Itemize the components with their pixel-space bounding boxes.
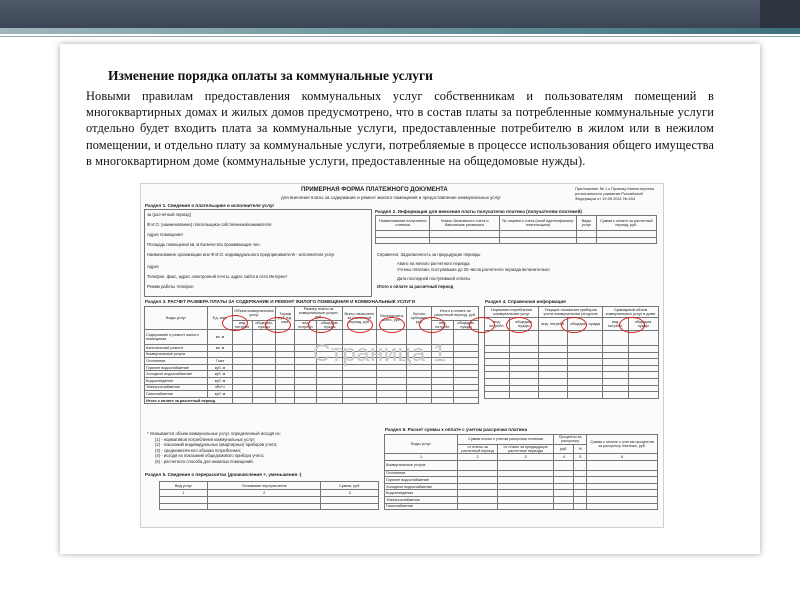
slide-title: Изменение порядка оплаты за коммунальные услуги — [108, 68, 433, 83]
accent-line — [0, 36, 800, 37]
calc-header: Всего начислено за расчетный период, руб. — [342, 307, 376, 330]
installment-subheader: от платы за предыдущие расчетные периоды — [498, 444, 554, 454]
ref-subheader: инд. потребл. — [485, 318, 510, 331]
recipient-header: Номер банковского счета и банковские реквизиты — [430, 216, 500, 231]
payer-field: Адрес помещения — [147, 232, 183, 237]
calc-row-name: Газоснабжение — [145, 391, 208, 398]
calc-row-unit: куб. м — [208, 364, 233, 371]
calc-subheader: общедом. нужды — [253, 320, 276, 329]
recalculation-table: Вид услуг Основание перерасчетов Сумма, руб. 1 2 3 — [159, 481, 379, 510]
ref-header: Суммарный объем коммунальных услуг в доме — [603, 307, 659, 318]
recipient-note: Итого к оплате за расчетный период — [377, 284, 454, 289]
installment-subheader: руб. — [554, 444, 574, 454]
installment-row: Горячее водоснабжение — [385, 477, 458, 484]
calc-header: Виды услуг — [145, 307, 208, 330]
calc-subheader: инд. потребл. — [432, 320, 454, 329]
installment-header: Виды услуг — [385, 435, 458, 454]
highlight-circle — [379, 317, 405, 333]
footnotes — [147, 431, 347, 465]
calc-row-unit: куб. м — [208, 391, 233, 398]
calc-total-label: Итого к оплате за расчетный период — [145, 397, 233, 404]
installment-header: Сумма платы с учетом рассрочки платежа — [458, 435, 554, 445]
slide-body-text: Новыми правилам предоставления коммунальных услуг собственникам и пользователям помещений в многоквартирных домах и жилых домов предусмотрено, что в состав платы за потребленные коммунальные услуги отдельно будет входить плата за коммунальные услуги, предоставленные потребителю в жилом или в нежилом помещении, и отдельно плату за коммунальные услуги, потребляемые в процессе использования общего имущества в многоквартирном доме (коммунальные услуги, предоставленные на общедомовые нужды). — [86, 89, 714, 168]
payer-field: Адрес — [147, 264, 159, 269]
calc-row-unit: кв. м — [208, 330, 233, 345]
document-subheading: для внесения платы за содержание и ремонт жилого помещения и предоставление коммунальных услуг — [281, 195, 502, 200]
payer-field: Площадь помещения кв. м Количество проживающих чел. — [147, 242, 261, 247]
payment-document-image — [140, 183, 664, 528]
highlight-circle — [347, 317, 373, 333]
recalc-header: Вид услуг — [160, 482, 208, 490]
recalc-header: Основание перерасчетов — [207, 482, 320, 490]
installment-header: Проценты за рассрочку — [554, 435, 587, 445]
calc-row-name: Коммунальные услуги — [145, 351, 208, 358]
calc-row-name: Холодное водоснабжение — [145, 371, 208, 378]
calc-subheader: инд. потребл. — [233, 320, 253, 329]
ref-header: Норматив потребления коммунальных услуг — [485, 307, 539, 318]
section-3-title: Раздел 3. РАСЧЕТ РАЗМЕРА ПЛАТЫ ЗА СОДЕРЖАНИЕ И РЕМОНТ ЖИЛОГО ПОМЕЩЕНИЯ И КОММУНАЛЬНЫЕ УСЛУГИ — [145, 299, 415, 304]
calc-subheader: общедом. нужды — [317, 320, 342, 329]
table-row — [385, 460, 658, 470]
table-row — [145, 377, 479, 384]
highlight-circle — [469, 317, 495, 333]
table-row — [145, 391, 479, 398]
calc-header: Льготы, субсидии, руб. — [407, 307, 432, 330]
section-4-title: Раздел 4. Справочная информация — [485, 299, 566, 304]
highlight-circle — [561, 317, 587, 333]
payer-field: Наименование организации или Ф.И.О. индивидуального предпринимателя - исполнителя услуг — [147, 252, 335, 257]
payer-field: Телефон, факс, адрес электронной почты, адрес сайта в сети Интернет — [147, 274, 288, 279]
installment-row: Газоснабжение — [385, 503, 458, 510]
calc-subheader: общедом. нужды — [454, 320, 479, 329]
table-row — [145, 397, 479, 404]
top-band — [0, 0, 800, 28]
installment-row: Водоотведение — [385, 490, 458, 497]
recipient-note: Дата последней поступившей оплаты — [397, 276, 471, 281]
highlight-circle — [308, 317, 334, 333]
accent-bar — [0, 28, 800, 34]
installment-subheader: от платы за расчетный период — [458, 444, 498, 454]
highlight-circle — [619, 317, 645, 333]
calc-row-name: Горячее водоснабжение — [145, 364, 208, 371]
footnote: * Указывается объем коммунальных услуг, определенный исходя из: — [147, 431, 281, 436]
payer-field: за (расчетный период) — [147, 212, 191, 217]
recipient-header: Сумма к оплате за расчетный период, руб. — [596, 216, 656, 231]
calc-row-name: Капитальный ремонт — [145, 345, 208, 352]
calc-header: Перерасчеты всего, руб. — [376, 307, 407, 330]
installment-table: Виды услуг Сумма платы с учетом рассрочки платежа Проценты за рассрочку Сумма к оплате с учетом процентов за рассрочку платежа, руб. от платы за расчетный период от платы за предыдущие расчетные периоды руб. % 1 2 3 4 5 6 Коммунальные услуги: Отопление Горячее водоснабжение Холодное водоснабжение Водоотведение Электроснабжение Газоснабжение — [384, 434, 658, 510]
recipient-note: Аванс на начало расчетного периода — [397, 261, 470, 266]
installment-row: Электроснабжение — [385, 496, 458, 503]
table-row — [385, 496, 658, 503]
calc-row-name: Отопление — [145, 358, 208, 365]
calc-row-unit: кВт*ч — [208, 384, 233, 391]
calc-row-name: Содержание и ремонт жилого помещения — [145, 330, 208, 345]
ref-subheader: общедом. нужды — [509, 318, 538, 331]
calc-row-unit: куб. м — [208, 377, 233, 384]
table-row — [145, 371, 479, 378]
recipient-header: № лицевого счета (иной идентификатор плательщика) — [499, 216, 576, 231]
ref-subheader: общедом. нужды — [568, 318, 603, 331]
installment-row: Холодное водоснабжение — [385, 483, 458, 490]
installment-subheader: % — [574, 444, 587, 454]
calc-row-unit: кв. м — [208, 345, 233, 352]
payer-field: Ф.И.О. (наименование) плательщика-собственника/нанимателя — [147, 222, 272, 227]
ref-subheader: общедом. нужды — [628, 318, 658, 331]
footnote: (3) - среднемесячного объема потребления; — [155, 447, 241, 453]
calc-row-unit: куб. м — [208, 371, 233, 378]
calc-row-unit: Гкал — [208, 358, 233, 365]
table-row — [385, 490, 658, 497]
page-watermark: Страница 1 — [313, 340, 447, 367]
recipient-notes — [377, 252, 657, 292]
highlight-circle — [222, 315, 248, 331]
section-2-title: Раздел 2. Информация для внесения платы получателю платежа (получателям платежей) — [375, 209, 582, 214]
highlight-circle — [419, 317, 445, 333]
recalc-header: Сумма, руб. — [321, 482, 379, 490]
calc-header: Размер платы за коммунальные услуги, руб. — [295, 307, 343, 321]
highlight-circle — [506, 317, 532, 333]
installment-row: Отопление — [385, 470, 458, 477]
footnote: (4) - исходя из показаний общедомового прибора учета; — [155, 453, 265, 459]
section-5-title: Раздел 5. Сведения о перерасчетах (доначисления +, уменьшения -) — [145, 472, 302, 477]
ref-header: Текущие показания приборов учета коммунальных ресурсов — [538, 307, 602, 318]
calc-row-unit — [208, 351, 233, 358]
calc-header: Итого к оплате за расчетный период, руб. — [432, 307, 479, 321]
footnote: (2) - показаний индивидуальных (квартирных) приборов учета; — [155, 442, 278, 448]
table-row — [385, 477, 658, 484]
footnote: (5) - расчетного способа для нежилых помещений. — [155, 458, 254, 464]
table-row — [385, 503, 658, 510]
ref-subheader: инд. потребл. — [603, 318, 629, 331]
recipient-header: Виды услуг — [577, 216, 597, 231]
highlight-circle — [265, 317, 291, 333]
recipient-note: Учтены платежи, поступившие до 25 числа расчетного периода включительно — [397, 267, 550, 272]
table-row — [385, 470, 658, 477]
installment-header: Сумма к оплате с учетом процентов за рассрочку платежа, руб. — [587, 435, 658, 454]
footnote: (1) - нормативов потребления коммунальных услуг; — [155, 436, 256, 442]
installment-row: Коммунальные услуги: — [385, 460, 458, 470]
section-1-title: Раздел 1. Сведения о плательщике и исполнителе услуг — [145, 203, 275, 208]
payer-field: Режим работы телефон — [147, 284, 194, 289]
table-row — [385, 483, 658, 490]
document-heading: ПРИМЕРНАЯ ФОРМА ПЛАТЕЖНОГО ДОКУМЕНТА — [301, 187, 448, 193]
calc-subheader: инд. потребл. — [295, 320, 317, 329]
payer-fields — [147, 212, 367, 292]
recipient-note: Справочно: Задолженность за предыдущие периоды — [377, 252, 481, 257]
table-row — [145, 384, 479, 391]
calc-row-name: Водоотведение — [145, 377, 208, 384]
document-approval: Приложение № 1 к Приказу Министерства регионального развития Российской Федерации от 19.09.2011 № 454 — [575, 186, 654, 201]
recipient-table — [375, 215, 657, 244]
calc-header: Тариф руб./ед. изм. — [276, 307, 295, 330]
calc-header: Объем коммунальных услуг — [233, 307, 276, 321]
calc-header: Ед. изм. — [208, 307, 233, 330]
recipient-header: Наименование получателя платежа — [376, 216, 430, 231]
calc-row-name: Электроснабжение — [145, 384, 208, 391]
section-6-title: Раздел 6. Расчет суммы к оплате с учетом рассрочки платежа — [385, 427, 528, 432]
ref-subheader: инд. потребл. — [538, 318, 567, 331]
